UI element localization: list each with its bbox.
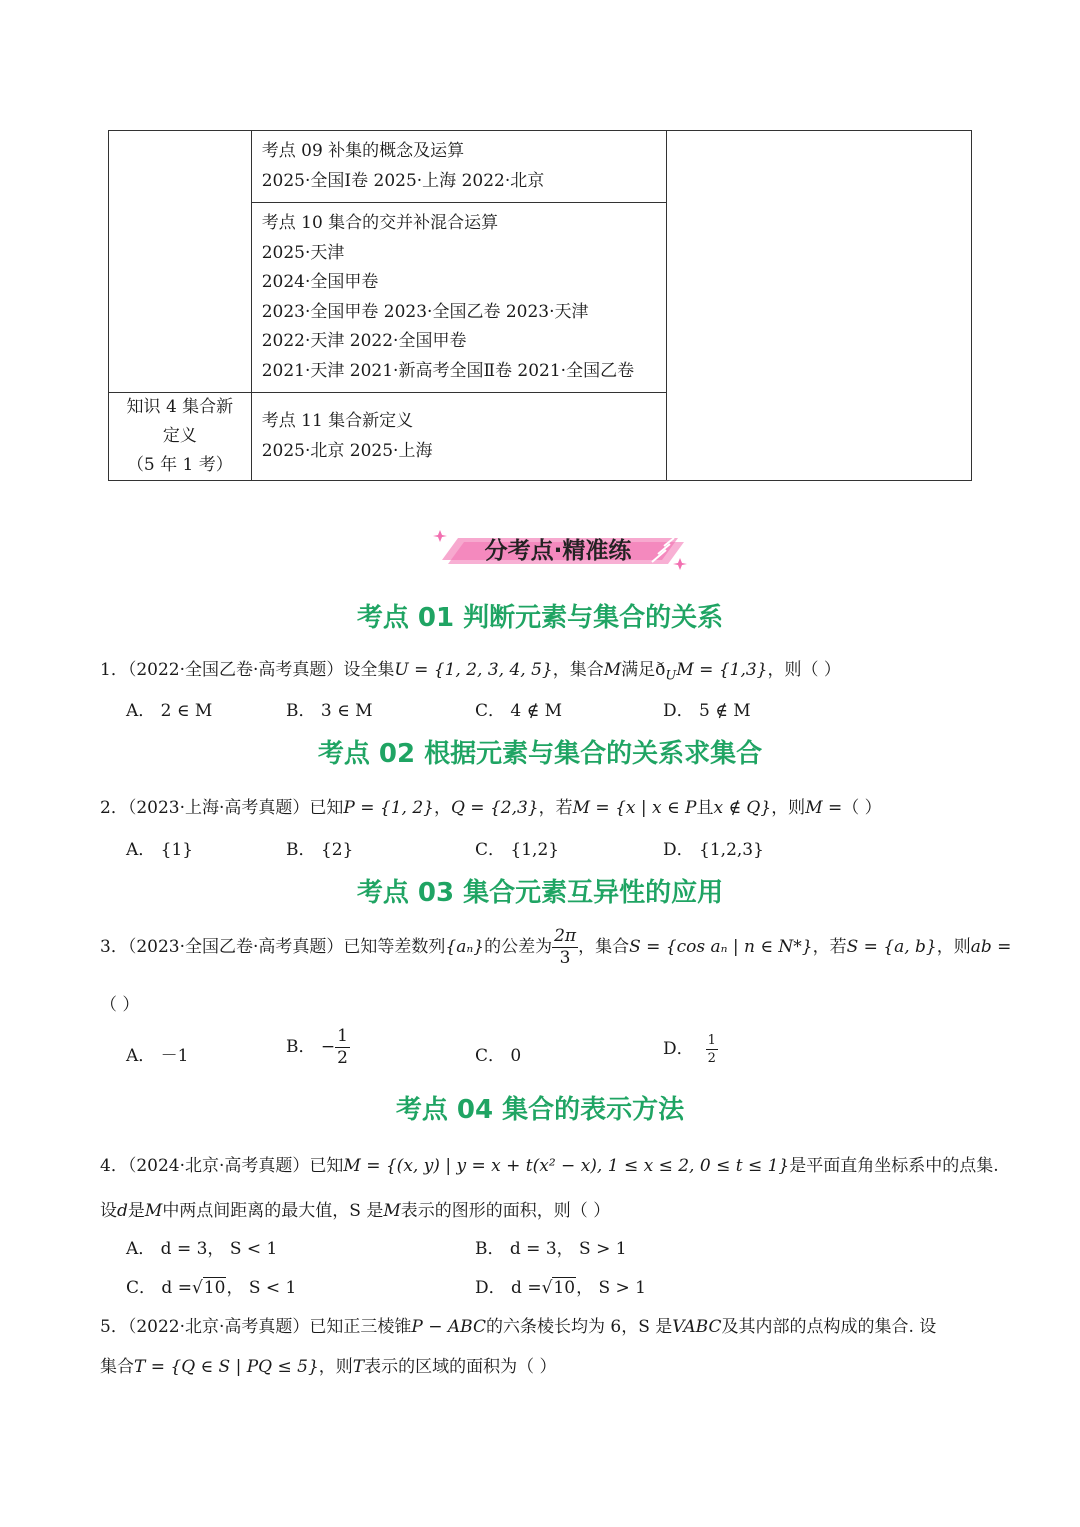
fraction-numerator: 2π xyxy=(554,926,577,946)
question-number: 2． xyxy=(100,798,128,818)
banner-title: 分考点·精准练 xyxy=(484,538,632,564)
source-line: 2021·天津 2021·新高考全国Ⅱ卷 2021·全国乙卷 xyxy=(261,360,635,381)
question-3-stem xyxy=(100,928,1011,967)
radicand: 10 xyxy=(203,1278,226,1298)
option-b xyxy=(286,1028,350,1067)
knowledge-label: 定义 xyxy=(162,426,197,446)
section-heading: 考点 02 根据元素与集合的关系求集合 xyxy=(317,739,763,769)
math-var: T xyxy=(352,1357,365,1377)
math-var: M xyxy=(383,1201,401,1221)
fraction-denominator: 3 xyxy=(559,948,571,968)
question-4-stem-line2 xyxy=(100,1196,610,1221)
source-line: 2023·全国甲卷 2023·全国乙卷 2023·天津 xyxy=(261,301,589,322)
math-expr: U = {1, 2, 3, 4, 5} xyxy=(394,660,553,680)
question-source: （2022·全国乙卷·高考真题）设全集 xyxy=(127,660,395,680)
text: ，集合 xyxy=(578,937,630,957)
fraction-denominator: 2 xyxy=(707,1051,716,1066)
text: 表示的图形的面积，则（ ） xyxy=(400,1201,611,1221)
knowledge-count: （5 年 1 考） xyxy=(126,455,233,475)
section-banner xyxy=(428,524,688,572)
kaodian-label: 考点 11 集合新定义 xyxy=(261,411,414,431)
question-1-stem xyxy=(100,655,841,683)
kaodian-label: 考点 09 补集的概念及运算 xyxy=(261,141,465,161)
text: 集合 xyxy=(100,1357,134,1377)
fraction xyxy=(335,1028,350,1067)
question-5-stem xyxy=(100,1312,936,1337)
text: （ ） xyxy=(842,798,882,818)
text: 是 xyxy=(127,1201,145,1221)
text: ，则 xyxy=(318,1357,353,1377)
math-expr: M = {x | x ∈ P xyxy=(572,798,697,818)
table-row xyxy=(109,131,972,203)
option-d: D． 5 ∉ M xyxy=(663,701,751,721)
math-var: d xyxy=(117,1201,128,1221)
text: C． d = xyxy=(126,1278,192,1298)
source-line: 2024·全国甲卷 xyxy=(261,272,379,292)
question-source: （2023·上海·高考真题）已知 xyxy=(127,798,344,818)
text: 的六条棱长均为 6，S 是 xyxy=(486,1317,673,1337)
question-4-stem xyxy=(100,1151,999,1176)
section-heading: 考点 04 集合的表示方法 xyxy=(395,1095,685,1125)
option-a: A． {1} xyxy=(126,840,194,860)
table-cell xyxy=(251,131,666,203)
math-expr: M = {(x, y) | y = x + t(x² − x), 1 ≤ x ≤ 2, 0 ≤ t ≤ 1} xyxy=(343,1156,790,1176)
text: ，则 xyxy=(771,798,806,818)
math-expr: S = {a, b} xyxy=(846,937,937,957)
math-expr: ab = xyxy=(970,937,1012,957)
text: ，则（ ） xyxy=(767,660,841,680)
kaodian-label: 考点 10 集合的交并补混合运算 xyxy=(261,213,499,233)
text: ，若 xyxy=(538,798,573,818)
knowledge-cell xyxy=(109,393,252,481)
text: ，则 xyxy=(936,937,971,957)
math-expr: P = {1, 2} xyxy=(343,798,434,818)
text: D． d = xyxy=(475,1278,542,1298)
fraction-numerator: 1 xyxy=(337,1026,348,1046)
sqrt-sign: √ xyxy=(191,1278,203,1298)
option-b: B． d = 3， S > 1 xyxy=(475,1239,627,1259)
math-expr: VABC xyxy=(672,1317,722,1337)
math-var: M xyxy=(144,1201,163,1221)
text: 设 xyxy=(100,1201,117,1221)
option-c: C． 0 xyxy=(475,1046,522,1066)
text: ， S < 1 xyxy=(226,1278,297,1298)
text: ， S > 1 xyxy=(576,1278,646,1298)
table-cell-empty xyxy=(666,131,971,481)
option-a: A． －1 xyxy=(126,1046,189,1066)
text: ， xyxy=(433,798,451,818)
math-var: M xyxy=(603,660,622,680)
question-number: 1． xyxy=(100,660,128,680)
option-d xyxy=(475,1273,646,1298)
answer-brackets: （ ） xyxy=(100,995,140,1015)
question-number: 4． xyxy=(100,1156,128,1176)
fraction-numerator: 1 xyxy=(707,1033,716,1048)
math-expr: x ∉ Q} xyxy=(713,798,772,818)
source-line: 2025·天津 xyxy=(261,242,345,263)
text: 满足 xyxy=(621,660,656,680)
question-number: 5． xyxy=(100,1317,128,1337)
math-expr: P − ABC xyxy=(411,1317,486,1337)
text: 及其内部的点构成的集合. 设 xyxy=(721,1317,937,1337)
math-expr: Q = {2,3} xyxy=(450,798,539,818)
option-c: C． 4 ∉ M xyxy=(475,701,563,721)
option-c: C． {1,2} xyxy=(475,840,560,860)
math-expr: {aₙ} xyxy=(445,937,485,957)
option-a: A． d = 3， S < 1 xyxy=(126,1239,278,1259)
math-expr: S = {cos aₙ | n ∈ N*} xyxy=(629,937,813,957)
text: ，若 xyxy=(812,937,847,957)
math-symbol: ð xyxy=(655,660,666,680)
option-label: D． xyxy=(663,1039,694,1059)
option-b: B． 3 ∈ M xyxy=(286,701,373,721)
option-d xyxy=(663,1034,718,1065)
table-cell-empty xyxy=(109,131,252,393)
option-b: B． {2} xyxy=(286,840,354,860)
table-cell xyxy=(251,203,666,393)
math-expr: M = {1,3} xyxy=(676,660,768,680)
radicand: 10 xyxy=(553,1278,576,1298)
option-a: A． 2 ∈ M xyxy=(126,701,213,721)
sqrt-sign: √ xyxy=(541,1278,553,1298)
source-list: 2025·全国Ⅰ卷 2025·上海 2022·北京 xyxy=(261,170,545,191)
text: ，集合 xyxy=(552,660,604,680)
fraction xyxy=(706,1034,718,1065)
option-label: B． − xyxy=(286,1037,336,1057)
math-expr: T = {Q ∈ S | PQ ≤ 5} xyxy=(134,1357,319,1377)
fraction-denominator: 2 xyxy=(337,1048,348,1068)
source-list: 2025·北京 2025·上海 xyxy=(261,440,433,461)
text: 且 xyxy=(696,798,714,818)
text: 的公差为 xyxy=(484,937,553,957)
section-heading: 考点 03 集合元素互异性的应用 xyxy=(356,878,724,908)
question-number: 3． xyxy=(100,937,128,957)
question-source: （2022·北京·高考真题）已知正三棱锥 xyxy=(127,1317,412,1337)
section-heading: 考点 01 判断元素与集合的关系 xyxy=(356,603,724,633)
text: 是平面直角坐标系中的点集. xyxy=(789,1156,999,1176)
source-line: 2022·天津 2022·全国甲卷 xyxy=(261,331,467,351)
question-2-stem xyxy=(100,793,882,818)
text: 中两点间距离的最大值，S 是 xyxy=(162,1201,384,1221)
question-source: （2024·北京·高考真题）已知 xyxy=(127,1156,344,1176)
question-source: （2023·全国乙卷·高考真题）已知等差数列 xyxy=(127,937,446,957)
knowledge-label: 知识 4 集合新 xyxy=(126,397,234,417)
text: 表示的区域的面积为（ ） xyxy=(364,1357,557,1377)
question-5-stem-line2 xyxy=(100,1352,557,1377)
exam-point-table xyxy=(108,130,972,481)
math-sub: U xyxy=(665,668,677,684)
option-c xyxy=(126,1273,296,1298)
table-cell xyxy=(251,393,666,481)
math-expr: M = xyxy=(805,798,843,818)
option-d: D． {1,2,3} xyxy=(663,840,764,860)
fraction xyxy=(552,928,578,967)
